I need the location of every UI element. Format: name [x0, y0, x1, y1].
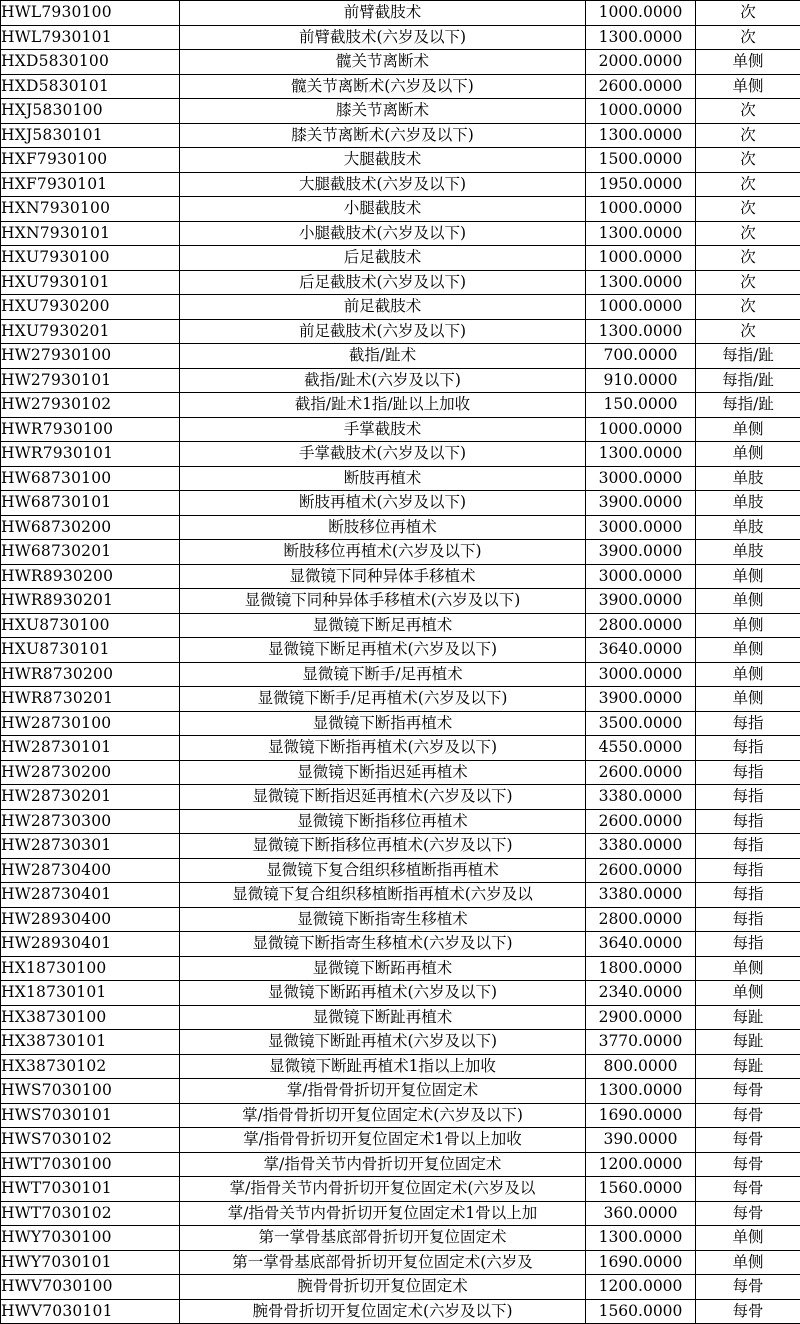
item-name-cell: 前臂截肢术 — [180, 1, 586, 26]
item-name-cell: 显微镜下断趾再植术 — [180, 1005, 586, 1030]
item-price-cell: 360.0000 — [586, 1201, 696, 1226]
item-name-cell: 腕骨骨折切开复位固定术(六岁及以下) — [180, 1299, 586, 1324]
item-unit-cell: 每指/趾 — [696, 344, 800, 369]
item-unit-cell: 每指 — [696, 760, 800, 785]
item-price-cell: 2600.0000 — [586, 760, 696, 785]
table-row — [1, 956, 800, 981]
item-code-cell: HWR7930101 — [1, 442, 180, 467]
item-price-cell: 2000.0000 — [586, 50, 696, 75]
item-code-cell: HWR8730201 — [1, 687, 180, 712]
item-code-cell: HW28730300 — [1, 809, 180, 834]
table-row — [1, 393, 800, 418]
item-name-cell: 显微镜下断指再植术 — [180, 711, 586, 736]
item-name-cell: 髋关节离断术(六岁及以下) — [180, 74, 586, 99]
item-unit-cell: 单肢 — [696, 466, 800, 491]
table-row — [1, 1079, 800, 1104]
item-code-cell: HW28730400 — [1, 858, 180, 883]
item-name-cell: 显微镜下断跖再植术(六岁及以下) — [180, 981, 586, 1006]
item-price-cell: 1690.0000 — [586, 1103, 696, 1128]
item-name-cell: 显微镜下断手/足再植术(六岁及以下) — [180, 687, 586, 712]
item-code-cell: HXD5830100 — [1, 50, 180, 75]
item-price-cell: 1300.0000 — [586, 442, 696, 467]
item-code-cell: HWT7030101 — [1, 1177, 180, 1202]
item-code-cell: HWT7030100 — [1, 1152, 180, 1177]
item-price-cell: 4550.0000 — [586, 736, 696, 761]
table-row — [1, 1005, 800, 1030]
item-unit-cell: 次 — [696, 148, 800, 173]
item-code-cell: HXN7930101 — [1, 221, 180, 246]
table-row — [1, 1128, 800, 1153]
table-row — [1, 589, 800, 614]
table-row — [1, 1030, 800, 1055]
table-row — [1, 417, 800, 442]
item-price-cell: 700.0000 — [586, 344, 696, 369]
item-price-cell: 3640.0000 — [586, 638, 696, 663]
item-code-cell: HW68730200 — [1, 515, 180, 540]
item-price-cell: 390.0000 — [586, 1128, 696, 1153]
item-code-cell: HW28730301 — [1, 834, 180, 859]
item-price-cell: 3900.0000 — [586, 687, 696, 712]
table-row — [1, 368, 800, 393]
item-price-cell: 1000.0000 — [586, 417, 696, 442]
item-name-cell: 掌/指骨关节内骨折切开复位固定术 — [180, 1152, 586, 1177]
item-unit-cell: 每指 — [696, 785, 800, 810]
item-unit-cell: 每骨 — [696, 1299, 800, 1324]
item-name-cell: 显微镜下断手/足再植术 — [180, 662, 586, 687]
item-price-cell: 1500.0000 — [586, 148, 696, 173]
item-name-cell: 显微镜下断指寄生移植术 — [180, 907, 586, 932]
item-code-cell: HW27930100 — [1, 344, 180, 369]
item-price-cell: 1000.0000 — [586, 295, 696, 320]
item-name-cell: 断肢移位再植术(六岁及以下) — [180, 540, 586, 565]
item-name-cell: 前足截肢术(六岁及以下) — [180, 319, 586, 344]
item-unit-cell: 单侧 — [696, 50, 800, 75]
item-code-cell: HW68730100 — [1, 466, 180, 491]
item-code-cell: HW28730201 — [1, 785, 180, 810]
item-name-cell: 显微镜下断指移位再植术(六岁及以下) — [180, 834, 586, 859]
item-unit-cell: 每指/趾 — [696, 393, 800, 418]
item-code-cell: HWV7030100 — [1, 1275, 180, 1300]
item-unit-cell: 单侧 — [696, 613, 800, 638]
item-price-cell: 1300.0000 — [586, 25, 696, 50]
item-unit-cell: 每趾 — [696, 1054, 800, 1079]
table-row — [1, 1177, 800, 1202]
item-price-cell: 3000.0000 — [586, 515, 696, 540]
item-unit-cell: 次 — [696, 319, 800, 344]
item-name-cell: 显微镜下断足再植术 — [180, 613, 586, 638]
item-code-cell: HWR8930200 — [1, 564, 180, 589]
item-unit-cell: 每指 — [696, 932, 800, 957]
item-code-cell: HXJ5830100 — [1, 99, 180, 124]
item-price-cell: 1300.0000 — [586, 1226, 696, 1251]
item-unit-cell: 次 — [696, 123, 800, 148]
item-price-cell: 1200.0000 — [586, 1275, 696, 1300]
item-code-cell: HW28730200 — [1, 760, 180, 785]
item-code-cell: HX38730100 — [1, 1005, 180, 1030]
item-name-cell: 腕骨骨折切开复位固定术 — [180, 1275, 586, 1300]
item-name-cell: 大腿截肢术(六岁及以下) — [180, 172, 586, 197]
table-row — [1, 687, 800, 712]
item-unit-cell: 每指 — [696, 907, 800, 932]
item-code-cell: HXF7930101 — [1, 172, 180, 197]
item-code-cell: HW27930101 — [1, 368, 180, 393]
item-name-cell: 显微镜下断指移位再植术 — [180, 809, 586, 834]
item-name-cell: 掌/指骨关节内骨折切开复位固定术(六岁及以 — [180, 1177, 586, 1202]
item-price-cell: 150.0000 — [586, 393, 696, 418]
table-row — [1, 344, 800, 369]
item-code-cell: HX18730100 — [1, 956, 180, 981]
item-name-cell: 断肢移位再植术 — [180, 515, 586, 540]
item-name-cell: 显微镜下同种异体手移植术 — [180, 564, 586, 589]
item-code-cell: HXN7930100 — [1, 197, 180, 222]
item-code-cell: HWS7030100 — [1, 1079, 180, 1104]
item-unit-cell: 次 — [696, 221, 800, 246]
item-price-cell: 2340.0000 — [586, 981, 696, 1006]
item-code-cell: HWY7030100 — [1, 1226, 180, 1251]
table-row — [1, 858, 800, 883]
item-name-cell: 断肢再植术 — [180, 466, 586, 491]
table-row — [1, 613, 800, 638]
item-unit-cell: 次 — [696, 99, 800, 124]
item-name-cell: 显微镜下断足再植术(六岁及以下) — [180, 638, 586, 663]
item-unit-cell: 单肢 — [696, 515, 800, 540]
item-price-cell: 1000.0000 — [586, 1, 696, 26]
item-unit-cell: 次 — [696, 246, 800, 271]
item-price-cell: 2600.0000 — [586, 858, 696, 883]
item-unit-cell: 单侧 — [696, 74, 800, 99]
item-price-cell: 3380.0000 — [586, 883, 696, 908]
table-row — [1, 515, 800, 540]
item-unit-cell: 每骨 — [696, 1079, 800, 1104]
table-row — [1, 123, 800, 148]
item-price-cell: 3770.0000 — [586, 1030, 696, 1055]
item-unit-cell: 单侧 — [696, 564, 800, 589]
table-row — [1, 760, 800, 785]
item-price-cell: 1690.0000 — [586, 1250, 696, 1275]
item-unit-cell: 单侧 — [696, 687, 800, 712]
item-name-cell: 显微镜下同种异体手移植术(六岁及以下) — [180, 589, 586, 614]
table-row — [1, 50, 800, 75]
item-name-cell: 显微镜下断指迟延再植术(六岁及以下) — [180, 785, 586, 810]
item-price-cell: 800.0000 — [586, 1054, 696, 1079]
item-price-cell: 1200.0000 — [586, 1152, 696, 1177]
item-price-cell: 1950.0000 — [586, 172, 696, 197]
item-unit-cell: 单侧 — [696, 1250, 800, 1275]
item-code-cell: HWL7930101 — [1, 25, 180, 50]
item-unit-cell: 单侧 — [696, 638, 800, 663]
table-row — [1, 74, 800, 99]
table-row — [1, 1299, 800, 1324]
item-unit-cell: 单侧 — [696, 981, 800, 1006]
item-code-cell: HWS7030101 — [1, 1103, 180, 1128]
item-name-cell: 后足截肢术(六岁及以下) — [180, 270, 586, 295]
item-unit-cell: 单侧 — [696, 442, 800, 467]
item-price-cell: 1300.0000 — [586, 270, 696, 295]
item-price-cell: 3380.0000 — [586, 785, 696, 810]
item-code-cell: HX18730101 — [1, 981, 180, 1006]
table-row — [1, 295, 800, 320]
item-code-cell: HXU7930100 — [1, 246, 180, 271]
item-name-cell: 手掌截肢术 — [180, 417, 586, 442]
item-code-cell: HWR7930100 — [1, 417, 180, 442]
table-row — [1, 99, 800, 124]
table-row — [1, 1103, 800, 1128]
item-code-cell: HWL7930100 — [1, 1, 180, 26]
item-code-cell: HW28730100 — [1, 711, 180, 736]
table-row — [1, 736, 800, 761]
item-price-cell: 1300.0000 — [586, 123, 696, 148]
table-row — [1, 1275, 800, 1300]
table-row — [1, 25, 800, 50]
item-price-cell: 3900.0000 — [586, 491, 696, 516]
table-row — [1, 540, 800, 565]
item-price-cell: 3640.0000 — [586, 932, 696, 957]
item-name-cell: 膝关节离断术(六岁及以下) — [180, 123, 586, 148]
table-row — [1, 491, 800, 516]
item-code-cell: HW28930401 — [1, 932, 180, 957]
item-code-cell: HWY7030101 — [1, 1250, 180, 1275]
item-name-cell: 大腿截肢术 — [180, 148, 586, 173]
item-price-cell: 2800.0000 — [586, 907, 696, 932]
item-price-cell: 3900.0000 — [586, 540, 696, 565]
item-unit-cell: 单侧 — [696, 589, 800, 614]
item-unit-cell: 每骨 — [696, 1201, 800, 1226]
item-name-cell: 掌/指骨骨折切开复位固定术1骨以上加收 — [180, 1128, 586, 1153]
item-price-cell: 3380.0000 — [586, 834, 696, 859]
item-unit-cell: 每指 — [696, 711, 800, 736]
table-row — [1, 148, 800, 173]
table-row — [1, 1226, 800, 1251]
item-code-cell: HWR8730200 — [1, 662, 180, 687]
item-unit-cell: 每骨 — [696, 1152, 800, 1177]
table-row — [1, 172, 800, 197]
item-price-cell: 2600.0000 — [586, 809, 696, 834]
item-code-cell: HW28930400 — [1, 907, 180, 932]
item-unit-cell: 每骨 — [696, 1128, 800, 1153]
item-code-cell: HW27930102 — [1, 393, 180, 418]
item-unit-cell: 每指 — [696, 858, 800, 883]
item-price-cell: 1000.0000 — [586, 246, 696, 271]
item-name-cell: 显微镜下断跖再植术 — [180, 956, 586, 981]
item-price-cell: 1300.0000 — [586, 1079, 696, 1104]
item-unit-cell: 单侧 — [696, 956, 800, 981]
item-price-cell: 2900.0000 — [586, 1005, 696, 1030]
item-unit-cell: 每指/趾 — [696, 368, 800, 393]
item-code-cell: HW68730101 — [1, 491, 180, 516]
item-code-cell: HWS7030102 — [1, 1128, 180, 1153]
table-row — [1, 221, 800, 246]
item-price-cell: 3000.0000 — [586, 662, 696, 687]
item-code-cell: HW28730101 — [1, 736, 180, 761]
item-unit-cell: 单侧 — [696, 1226, 800, 1251]
table-row — [1, 466, 800, 491]
table-row — [1, 711, 800, 736]
item-code-cell: HXU8730101 — [1, 638, 180, 663]
item-code-cell: HXU8730100 — [1, 613, 180, 638]
table-row — [1, 197, 800, 222]
item-name-cell: 显微镜下断指迟延再植术 — [180, 760, 586, 785]
table-row — [1, 1, 800, 26]
item-name-cell: 显微镜下断指寄生移植术(六岁及以下) — [180, 932, 586, 957]
item-name-cell: 膝关节离断术 — [180, 99, 586, 124]
item-name-cell: 前臂截肢术(六岁及以下) — [180, 25, 586, 50]
table-row — [1, 809, 800, 834]
item-unit-cell: 次 — [696, 172, 800, 197]
item-code-cell: HXU7930201 — [1, 319, 180, 344]
item-name-cell: 显微镜下断趾再植术1指以上加收 — [180, 1054, 586, 1079]
item-unit-cell: 次 — [696, 197, 800, 222]
item-name-cell: 显微镜下断指再植术(六岁及以下) — [180, 736, 586, 761]
item-price-cell: 2800.0000 — [586, 613, 696, 638]
table-row — [1, 246, 800, 271]
item-code-cell: HWR8930201 — [1, 589, 180, 614]
item-unit-cell: 次 — [696, 270, 800, 295]
item-unit-cell: 每骨 — [696, 1275, 800, 1300]
item-name-cell: 显微镜下复合组织移植断指再植术(六岁及以 — [180, 883, 586, 908]
table-row — [1, 319, 800, 344]
item-price-cell: 2600.0000 — [586, 74, 696, 99]
item-code-cell: HWV7030101 — [1, 1299, 180, 1324]
table-row — [1, 638, 800, 663]
item-price-cell: 3000.0000 — [586, 564, 696, 589]
item-unit-cell: 每骨 — [696, 1103, 800, 1128]
item-unit-cell: 单肢 — [696, 491, 800, 516]
item-code-cell: HXU7930101 — [1, 270, 180, 295]
item-unit-cell: 次 — [696, 1, 800, 26]
item-name-cell: 显微镜下断趾再植术(六岁及以下) — [180, 1030, 586, 1055]
fee-table-body — [1, 1, 800, 1324]
item-code-cell: HWT7030102 — [1, 1201, 180, 1226]
table-row — [1, 1152, 800, 1177]
item-name-cell: 前足截肢术 — [180, 295, 586, 320]
item-unit-cell: 单侧 — [696, 417, 800, 442]
table-row — [1, 785, 800, 810]
table-row — [1, 883, 800, 908]
item-price-cell: 3500.0000 — [586, 711, 696, 736]
item-price-cell: 1800.0000 — [586, 956, 696, 981]
item-code-cell: HXF7930100 — [1, 148, 180, 173]
table-row — [1, 981, 800, 1006]
item-unit-cell: 单肢 — [696, 540, 800, 565]
item-name-cell: 截指/趾术(六岁及以下) — [180, 368, 586, 393]
item-name-cell: 断肢再植术(六岁及以下) — [180, 491, 586, 516]
item-unit-cell: 每指 — [696, 834, 800, 859]
item-name-cell: 显微镜下复合组织移植断指再植术 — [180, 858, 586, 883]
item-name-cell: 第一掌骨基底部骨折切开复位固定术(六岁及 — [180, 1250, 586, 1275]
table-row — [1, 932, 800, 957]
item-price-cell: 1000.0000 — [586, 197, 696, 222]
item-price-cell: 1560.0000 — [586, 1299, 696, 1324]
item-unit-cell: 次 — [696, 25, 800, 50]
item-price-cell: 1000.0000 — [586, 99, 696, 124]
table-row — [1, 1201, 800, 1226]
item-name-cell: 第一掌骨基底部骨折切开复位固定术 — [180, 1226, 586, 1251]
item-name-cell: 后足截肢术 — [180, 246, 586, 271]
table-row — [1, 442, 800, 467]
item-price-cell: 3000.0000 — [586, 466, 696, 491]
table-row — [1, 834, 800, 859]
item-code-cell: HXU7930200 — [1, 295, 180, 320]
item-name-cell: 截指/趾术 — [180, 344, 586, 369]
table-row — [1, 564, 800, 589]
item-name-cell: 截指/趾术1指/趾以上加收 — [180, 393, 586, 418]
item-name-cell: 掌/指骨关节内骨折切开复位固定术1骨以上加 — [180, 1201, 586, 1226]
item-unit-cell: 每指 — [696, 809, 800, 834]
item-name-cell: 髋关节离断术 — [180, 50, 586, 75]
table-row — [1, 1054, 800, 1079]
table-row — [1, 662, 800, 687]
item-unit-cell: 次 — [696, 295, 800, 320]
table-row — [1, 1250, 800, 1275]
item-name-cell: 掌/指骨骨折切开复位固定术 — [180, 1079, 586, 1104]
item-unit-cell: 每趾 — [696, 1030, 800, 1055]
item-price-cell: 1300.0000 — [586, 221, 696, 246]
item-code-cell: HW68730201 — [1, 540, 180, 565]
item-name-cell: 掌/指骨骨折切开复位固定术(六岁及以下) — [180, 1103, 586, 1128]
item-unit-cell: 单侧 — [696, 662, 800, 687]
item-code-cell: HXJ5830101 — [1, 123, 180, 148]
table-row — [1, 270, 800, 295]
item-unit-cell: 每趾 — [696, 1005, 800, 1030]
item-code-cell: HX38730102 — [1, 1054, 180, 1079]
item-unit-cell: 每骨 — [696, 1177, 800, 1202]
item-price-cell: 1300.0000 — [586, 319, 696, 344]
item-name-cell: 小腿截肢术 — [180, 197, 586, 222]
item-unit-cell: 每指 — [696, 736, 800, 761]
item-price-cell: 3900.0000 — [586, 589, 696, 614]
item-code-cell: HXD5830101 — [1, 74, 180, 99]
item-code-cell: HW28730401 — [1, 883, 180, 908]
item-code-cell: HX38730101 — [1, 1030, 180, 1055]
item-name-cell: 手掌截肢术(六岁及以下) — [180, 442, 586, 467]
item-price-cell: 1560.0000 — [586, 1177, 696, 1202]
table-row — [1, 907, 800, 932]
item-price-cell: 910.0000 — [586, 368, 696, 393]
item-unit-cell: 每指 — [696, 883, 800, 908]
item-name-cell: 小腿截肢术(六岁及以下) — [180, 221, 586, 246]
